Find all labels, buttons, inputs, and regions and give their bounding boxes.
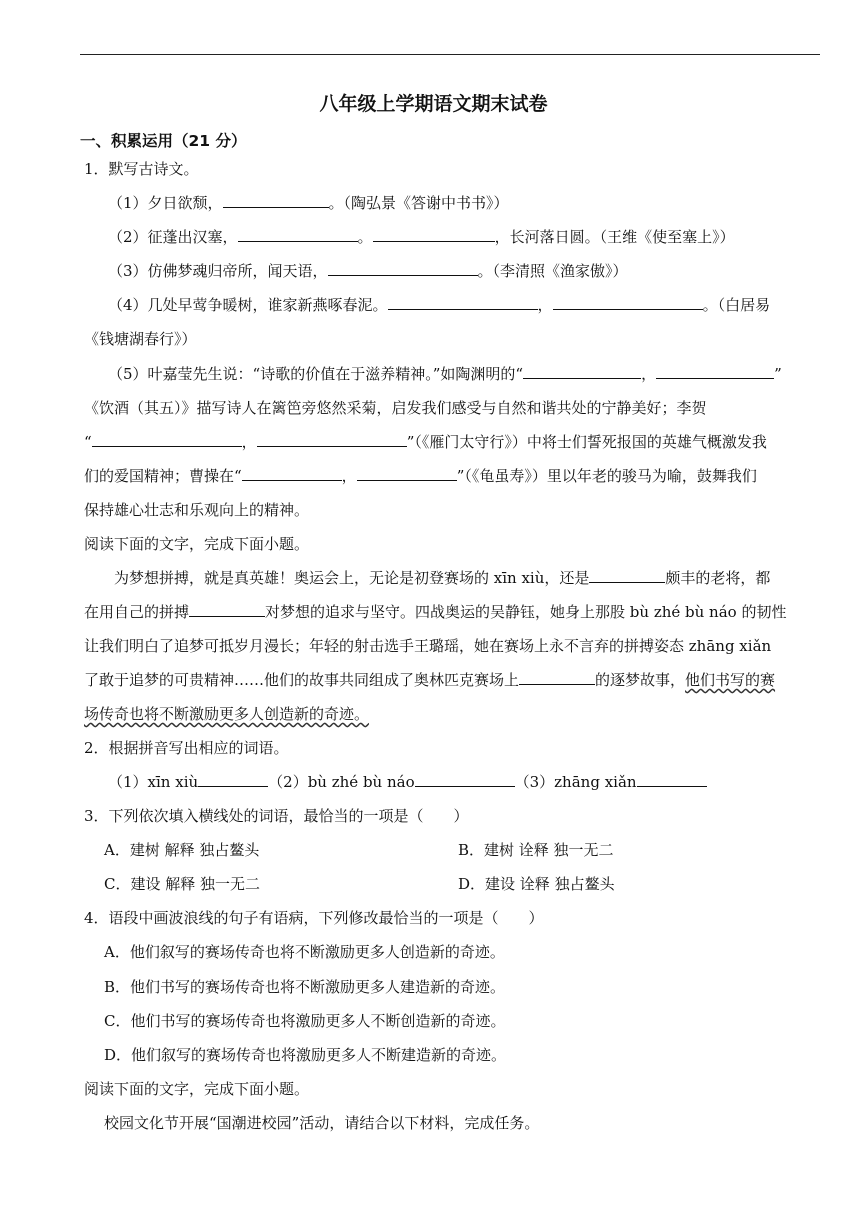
q1-item-5-line-4 bbox=[84, 466, 757, 486]
answer-blank[interactable] bbox=[198, 772, 268, 787]
answer-blank[interactable] bbox=[523, 364, 641, 379]
q3-option-d[interactable]: D．建设 诠释 独占鳌头 bbox=[458, 875, 615, 893]
answer-blank[interactable] bbox=[242, 466, 342, 481]
q1-stem: 1．默写古诗文。 bbox=[84, 160, 199, 178]
answer-blank[interactable] bbox=[357, 466, 457, 481]
q1-item-5-text-b: ， bbox=[641, 365, 657, 383]
q1-item-5-line-2: 《饮酒（其五）》描写诗人在篱笆旁悠然采菊，启发我们感受与自然和谐共处的宁静美好；李贺 bbox=[84, 399, 707, 417]
wavy-underlined-sentence: 场传奇也将不断激励更多人创造新的奇迹。 bbox=[84, 705, 370, 723]
passage-text: 的逐梦故事， bbox=[595, 671, 686, 689]
passage-line-5 bbox=[84, 704, 369, 724]
q2-item-1: （1）xīn xiù bbox=[108, 773, 199, 791]
q3-option-a[interactable]: A．建树 解释 独占鳌头 bbox=[104, 841, 260, 859]
q1-item-4-text-a: （4）几处早莺争暖树，谁家新燕啄春泥。 bbox=[108, 296, 388, 314]
q2-item-2: （2）bù zhé bù náo bbox=[268, 773, 415, 791]
q1-item-5-text-g: ”（《雁门太守行》）中将士们誓死报国的英雄气概激发我 bbox=[406, 433, 767, 451]
q4-option-d[interactable]: D．他们叙写的赛场传奇也将激励更多人不断建造新的奇迹。 bbox=[104, 1046, 507, 1064]
activity-intro: 校园文化节开展“国潮进校园”活动，请结合以下材料，完成任务。 bbox=[104, 1114, 540, 1132]
q1-item-5-text-i: ， bbox=[341, 467, 357, 485]
q3-option-c[interactable]: C．建设 解释 独一无二 bbox=[104, 875, 261, 893]
answer-blank[interactable] bbox=[553, 295, 703, 310]
q2-items bbox=[108, 772, 707, 792]
wavy-underlined-sentence: 他们书写的赛 bbox=[685, 671, 776, 689]
answer-blank[interactable] bbox=[637, 772, 707, 787]
q1-item-3 bbox=[108, 261, 628, 281]
passage-text: 对梦想的追求与坚守。四战奥运的吴静钰，她身上那股 bù zhé bù náo 的韧性 bbox=[265, 603, 787, 621]
q2-stem: 2．根据拼音写出相应的词语。 bbox=[84, 739, 289, 757]
passage-text: 颇丰的老将，都 bbox=[665, 569, 771, 587]
q1-item-5-text-c: ” bbox=[774, 365, 782, 383]
q1-item-3-text-b: 。（李清照《渔家傲》） bbox=[477, 262, 628, 280]
answer-blank[interactable] bbox=[388, 295, 538, 310]
q4-stem: 4．语段中画波浪线的句子有语病，下列修改最恰当的一项是（ ） bbox=[84, 909, 544, 927]
q2-item-3: （3）zhāng xiǎn bbox=[514, 773, 637, 791]
answer-blank[interactable] bbox=[589, 568, 665, 583]
q1-item-5-text-a: （5）叶嘉莹先生说：“诗歌的价值在于滋养精神。”如陶渊明的“ bbox=[108, 365, 524, 383]
q1-item-2 bbox=[108, 227, 735, 247]
q1-item-2-text-b: 。 bbox=[357, 228, 373, 246]
q1-item-4 bbox=[108, 295, 770, 315]
q1-item-5-line-3 bbox=[84, 432, 767, 452]
passage-line-2 bbox=[84, 602, 786, 622]
q3-option-b[interactable]: B．建树 诠释 独一无二 bbox=[458, 841, 614, 859]
passage-line-4 bbox=[84, 670, 775, 690]
q1-item-5-line-1 bbox=[108, 364, 782, 384]
q4-option-b[interactable]: B．他们书写的赛场传奇也将不断激励更多人建造新的奇迹。 bbox=[104, 978, 506, 996]
passage-text: 在用自己的拼搏 bbox=[84, 603, 190, 621]
section-heading: 一、积累运用（21 分） bbox=[80, 132, 247, 150]
answer-blank[interactable] bbox=[328, 261, 478, 276]
answer-blank[interactable] bbox=[373, 227, 495, 242]
passage-text: 了敢于追梦的可贵精神……他们的故事共同组成了奥林匹克赛场上 bbox=[84, 671, 520, 689]
header-rule bbox=[80, 54, 820, 55]
answer-blank[interactable] bbox=[189, 602, 265, 617]
q4-option-a[interactable]: A．他们叙写的赛场传奇也将不断激励更多人创造新的奇迹。 bbox=[104, 943, 505, 961]
passage-line-3: 让我们明白了追梦可抵岁月漫长；年轻的射击选手王璐瑶，她在赛场上永不言弃的拼搏姿态 zhāng xiǎn bbox=[84, 637, 772, 655]
q1-item-5-text-j: ”（《龟虽寿》）里以年老的骏马为喻，鼓舞我们 bbox=[456, 467, 757, 485]
q1-item-1-text-b: 。（陶弘景《答谢中书书》） bbox=[328, 194, 509, 212]
q1-item-1-text-a: （1）夕日欲颓， bbox=[108, 194, 223, 212]
answer-blank[interactable] bbox=[223, 193, 329, 208]
reading-instruction-2: 阅读下面的文字，完成下面小题。 bbox=[84, 1080, 310, 1098]
reading-instruction: 阅读下面的文字，完成下面小题。 bbox=[84, 535, 310, 553]
q1-item-3-text-a: （3）仿佛梦魂归帝所，闻天语， bbox=[108, 262, 328, 280]
q1-item-5-text-f: ， bbox=[241, 433, 257, 451]
answer-blank[interactable] bbox=[238, 227, 358, 242]
q3-stem: 3．下列依次填入横线处的词语，最恰当的一项是（ ） bbox=[84, 807, 469, 825]
q1-item-4-text-b: ， bbox=[537, 296, 553, 314]
q1-item-2-text-c: ，长河落日圆。（王维《使至塞上》） bbox=[494, 228, 735, 246]
q1-item-5-line-5: 保持雄心壮志和乐观向上的精神。 bbox=[84, 501, 310, 519]
passage-text: 为梦想拼搏，就是真英雄！奥运会上，无论是初登赛场的 xīn xiù，还是 bbox=[114, 569, 590, 587]
q1-item-5-text-h: 们的爱国精神；曹操在“ bbox=[84, 467, 242, 485]
q1-item-1 bbox=[108, 193, 509, 213]
passage-line-1 bbox=[114, 568, 770, 588]
answer-blank[interactable] bbox=[257, 432, 407, 447]
answer-blank[interactable] bbox=[92, 432, 242, 447]
q1-item-5-text-e: “ bbox=[84, 433, 92, 451]
q4-option-c[interactable]: C．他们书写的赛场传奇也将激励更多人不断创造新的奇迹。 bbox=[104, 1012, 506, 1030]
answer-blank[interactable] bbox=[519, 670, 595, 685]
answer-blank[interactable] bbox=[656, 364, 774, 379]
q1-item-4-source: 《钱塘湖春行》） bbox=[84, 330, 197, 348]
page-title: 八年级上学期语文期末试卷 bbox=[319, 93, 548, 115]
answer-blank[interactable] bbox=[415, 772, 515, 787]
q1-item-4-text-c: 。（白居易 bbox=[702, 296, 771, 314]
q1-item-2-text-a: （2）征蓬出汉塞， bbox=[108, 228, 238, 246]
